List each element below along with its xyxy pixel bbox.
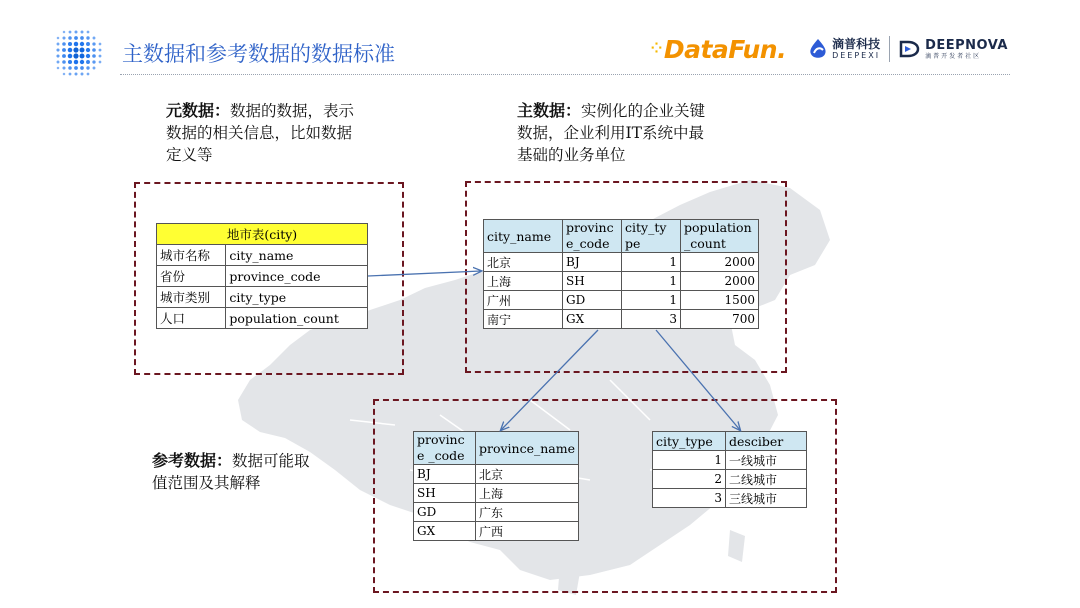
master-desc-line: 数据，企业利用IT系统中最 xyxy=(517,124,704,142)
table-row xyxy=(157,287,368,308)
table-cell: 上海 xyxy=(484,272,563,291)
table-cell: GD xyxy=(563,291,622,310)
table-cell: 人口 xyxy=(157,308,226,329)
deepexi-cn-name: 滴普科技 xyxy=(832,37,881,51)
table-row xyxy=(653,470,807,489)
table-cell: 700 xyxy=(681,310,759,329)
master-data-description: 主数据：实例化的企业关键 数据，企业利用IT系统中最 基础的业务单位 xyxy=(517,101,706,164)
table-cell: 2000 xyxy=(681,272,759,291)
deepnova-mark-icon xyxy=(899,39,921,59)
page-title: 主数据和参考数据的数据标准 xyxy=(122,42,395,66)
table-cell: GX xyxy=(414,522,476,541)
table-row xyxy=(414,484,579,503)
column-header: province_name xyxy=(475,432,578,465)
table-cell: 3 xyxy=(653,489,726,508)
table-cell: 广州 xyxy=(484,291,563,310)
table-cell: 2 xyxy=(653,470,726,489)
metadata-term: 元数据 xyxy=(166,101,215,120)
header-divider xyxy=(120,74,1010,75)
city-master-data-table xyxy=(483,219,759,329)
table-cell: 1 xyxy=(653,451,726,470)
table-cell: 1 xyxy=(622,272,681,291)
table-cell: 1500 xyxy=(681,291,759,310)
table-cell: 北京 xyxy=(475,465,578,484)
reference-data-term: 参考数据 xyxy=(152,451,217,470)
table-cell: province_code xyxy=(226,266,368,287)
table-cell: 二线城市 xyxy=(726,470,807,489)
table-cell: 三线城市 xyxy=(726,489,807,508)
table-cell: city_name xyxy=(226,245,368,266)
table-row xyxy=(653,489,807,508)
column-header: provinc e_code xyxy=(563,220,622,253)
table-cell: 城市名称 xyxy=(157,245,226,266)
datafun-logo xyxy=(651,35,786,64)
deepnova-logo xyxy=(899,39,1008,60)
table-row xyxy=(414,522,579,541)
metadata-desc-line: 数据的数据，表示 xyxy=(230,102,355,120)
table-cell: BJ xyxy=(414,465,476,484)
province-reference-table xyxy=(413,431,579,541)
table-cell: 1 xyxy=(622,253,681,272)
table-cell: GX xyxy=(563,310,622,329)
table-row xyxy=(484,253,759,272)
brand-separator xyxy=(889,36,890,62)
column-header: city_ty pe xyxy=(622,220,681,253)
metadata-desc-line: 定义等 xyxy=(166,146,213,164)
datafun-dots-icon: ⁘ xyxy=(650,41,662,57)
deepexi-drop-icon xyxy=(808,38,828,60)
city-type-reference-table xyxy=(652,431,807,508)
table-cell: 省份 xyxy=(157,266,226,287)
deepexi-logo xyxy=(808,38,880,60)
table-cell: city_type xyxy=(226,287,368,308)
datafun-wordmark: DataFun. xyxy=(663,34,787,64)
table-row xyxy=(157,245,368,266)
table-cell: GD xyxy=(414,503,476,522)
table-cell: 北京 xyxy=(484,253,563,272)
deepexi-en-name: DEEPEXI xyxy=(832,51,881,60)
column-header: population _count xyxy=(681,220,759,253)
column-header: city_name xyxy=(484,220,563,253)
table-row xyxy=(157,308,368,329)
column-header: desciber xyxy=(726,432,807,451)
table-cell: 2000 xyxy=(681,253,759,272)
table-cell: BJ xyxy=(563,253,622,272)
reference-desc-line: 值范围及其解释 xyxy=(152,474,261,492)
table-row xyxy=(414,503,579,522)
table-row xyxy=(484,291,759,310)
table-row xyxy=(653,451,807,470)
brand-logos xyxy=(651,32,1008,66)
table-cell: SH xyxy=(414,484,476,503)
table-cell: 一线城市 xyxy=(726,451,807,470)
table-cell: 南宁 xyxy=(484,310,563,329)
table-cell: 1 xyxy=(622,291,681,310)
deepnova-cn-name: 滴普开发者社区 xyxy=(925,52,982,60)
table-row xyxy=(414,465,579,484)
metadata-description: 元数据：数据的数据，表示 数据的相关信息，比如数据 定义等 xyxy=(166,101,355,164)
table-row xyxy=(157,266,368,287)
table-cell: 广西 xyxy=(475,522,578,541)
table-cell: SH xyxy=(563,272,622,291)
table-row xyxy=(484,310,759,329)
dot-sphere-logo-icon xyxy=(48,22,108,84)
city-metadata-title: 地市表(city) xyxy=(157,224,368,245)
deepnova-en-name: DEEPNOVA xyxy=(925,37,1008,53)
reference-data-description: 参考数据：数据可能取 值范围及其解释 xyxy=(152,451,310,492)
master-desc-line: 基础的业务单位 xyxy=(517,146,626,164)
column-header: city_type xyxy=(653,432,726,451)
table-cell: population_count xyxy=(226,308,368,329)
reference-desc-line: 数据可能取 xyxy=(232,452,310,470)
city-metadata-table xyxy=(156,223,368,329)
table-row xyxy=(484,272,759,291)
metadata-desc-line: 数据的相关信息，比如数据 xyxy=(166,124,353,142)
table-cell: 上海 xyxy=(475,484,578,503)
table-cell: 城市类别 xyxy=(157,287,226,308)
column-header: province _code xyxy=(414,432,476,465)
table-cell: 3 xyxy=(622,310,681,329)
master-data-term: 主数据 xyxy=(517,101,566,120)
table-cell: 广东 xyxy=(475,503,578,522)
master-desc-line: 实例化的企业关键 xyxy=(581,102,706,120)
